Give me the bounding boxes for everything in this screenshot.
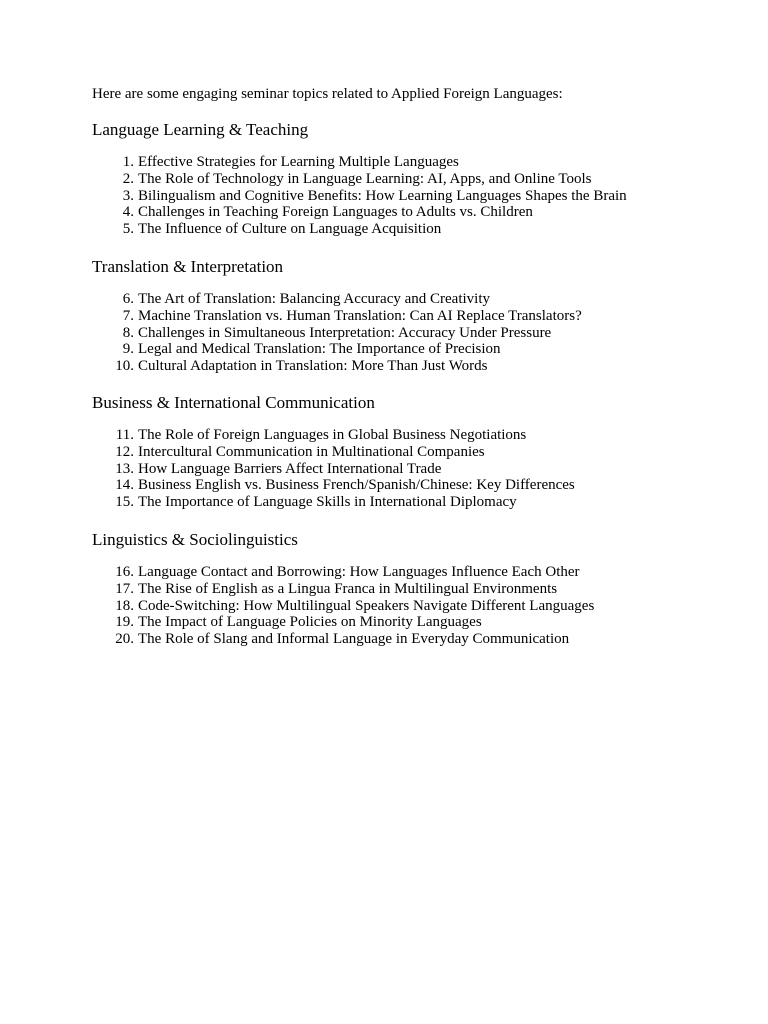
item-text: Business English vs. Business French/Spanish/Chinese: Key Differences — [138, 477, 575, 494]
item-text: Intercultural Communication in Multinational Companies — [138, 443, 485, 460]
item-number: 13. — [115, 460, 134, 477]
list-item — [92, 308, 752, 325]
topic-list — [92, 564, 752, 648]
section-business-communication — [92, 393, 752, 511]
item-text: Legal and Medical Translation: The Importance of Precision — [138, 341, 501, 358]
item-number: 1. — [122, 154, 134, 170]
item-number: 20. — [115, 631, 134, 648]
list-item — [92, 341, 752, 358]
list-item — [92, 461, 752, 478]
list-item — [92, 221, 752, 238]
topic-list — [92, 291, 752, 375]
item-number: 12. — [115, 443, 134, 460]
list-item — [92, 154, 752, 171]
list-item — [92, 598, 752, 615]
section-language-learning — [92, 120, 752, 238]
item-text: The Rise of English as a Lingua Franca in Multilingual Environments — [138, 580, 558, 597]
item-text: The Importance of Language Skills in International Diplomacy — [138, 494, 517, 511]
item-number: 16. — [115, 564, 134, 580]
list-item — [92, 581, 752, 598]
item-number: 19. — [115, 614, 134, 631]
list-item — [92, 564, 752, 581]
item-text: Language Contact and Borrowing: How Languages Influence Each Other — [138, 564, 580, 580]
list-item — [92, 325, 752, 342]
item-text: The Impact of Language Policies on Minority Languages — [138, 614, 482, 631]
topic-list — [92, 154, 752, 238]
list-item — [92, 631, 752, 648]
section-heading: Business & International Communication — [92, 393, 375, 412]
section-heading: Translation & Interpretation — [92, 257, 284, 276]
list-item — [92, 477, 752, 494]
section-translation — [92, 257, 752, 375]
item-text: The Influence of Culture on Language Acquisition — [138, 221, 442, 238]
list-item — [92, 614, 752, 631]
item-text: How Language Barriers Affect International Trade — [138, 460, 442, 477]
list-item — [92, 291, 752, 308]
item-number: 8. — [122, 324, 134, 341]
item-text: Challenges in Simultaneous Interpretation: Accuracy Under Pressure — [138, 324, 552, 341]
item-text: Bilingualism and Cognitive Benefits: How Learning Languages Shapes the Brain — [138, 187, 627, 204]
item-number: 14. — [115, 477, 134, 494]
item-text: The Art of Translation: Balancing Accuracy and Creativity — [138, 291, 491, 307]
item-number: 17. — [115, 580, 134, 597]
section-heading: Language Learning & Teaching — [92, 120, 309, 139]
item-text: The Role of Foreign Languages in Global Business Negotiations — [138, 427, 527, 443]
item-text: Code-Switching: How Multilingual Speakers Navigate Different Languages — [138, 597, 595, 614]
item-text: Cultural Adaptation in Translation: More Than Just Words — [138, 358, 488, 375]
item-number: 11. — [115, 427, 134, 443]
topic-list — [92, 427, 752, 511]
item-text: The Role of Slang and Informal Language in Everyday Communication — [138, 631, 570, 648]
list-item — [92, 171, 752, 188]
section-heading: Linguistics & Sociolinguistics — [92, 530, 298, 549]
list-item — [92, 358, 752, 375]
item-text: The Role of Technology in Language Learning: AI, Apps, and Online Tools — [138, 170, 592, 187]
item-number: 6. — [122, 291, 134, 307]
intro-paragraph: Here are some engaging seminar topics related to Applied Foreign Languages: — [92, 86, 563, 102]
item-number: 7. — [122, 307, 134, 324]
item-number: 2. — [122, 170, 134, 187]
item-number: 18. — [115, 597, 134, 614]
item-number: 3. — [122, 187, 134, 204]
item-text: Challenges in Teaching Foreign Languages to Adults vs. Children — [138, 204, 533, 221]
item-text: Machine Translation vs. Human Translation: Can AI Replace Translators? — [138, 307, 582, 324]
item-number: 10. — [115, 358, 134, 375]
item-number: 4. — [122, 204, 134, 221]
item-number: 15. — [115, 494, 134, 511]
item-number: 5. — [122, 221, 134, 238]
item-text: Effective Strategies for Learning Multiple Languages — [138, 154, 459, 170]
list-item — [92, 188, 752, 205]
list-item — [92, 444, 752, 461]
list-item — [92, 427, 752, 444]
item-number: 9. — [122, 341, 134, 358]
list-item — [92, 204, 752, 221]
list-item — [92, 494, 752, 511]
section-linguistics — [92, 530, 752, 648]
